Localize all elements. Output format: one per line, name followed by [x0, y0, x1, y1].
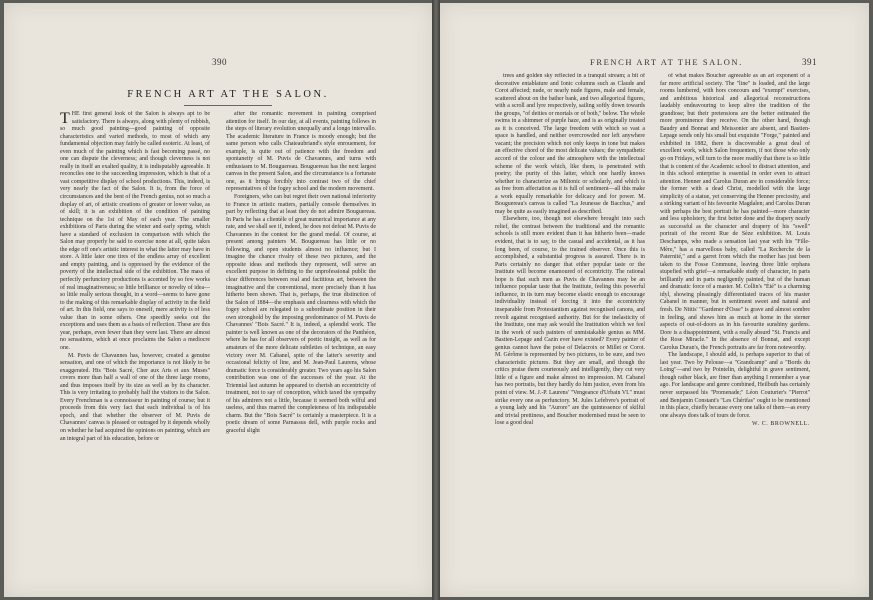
left-page — [4, 3, 432, 597]
article-title: FRENCH ART AT THE SALON. — [127, 89, 329, 100]
text-column-2 — [226, 111, 376, 583]
title-rule — [184, 105, 272, 106]
drop-cap: T — [60, 111, 70, 127]
right-page — [440, 3, 869, 597]
running-head: FRENCH ART AT THE SALON. — [590, 57, 743, 67]
text-column-1 — [60, 111, 210, 583]
text-column-4 — [660, 73, 810, 585]
text-column-3 — [495, 73, 645, 585]
paragraph — [60, 111, 210, 353]
paragraph: Foreigners, who can but regret their own national inferiority to France in artistic matters, partially console themselves in part by reflecting that at least they do not admire Bouguereau. In Paris he has a clientèle of great numerical importance at any rate, and we shall see if, indeed, he does not defeat M. Puvis de Chavannes in the contest for the grand medal. Of course, at present among painters M. Bouguereau has little or no following, and open students almost no influence; but I imagine the chance rivalry of these two pictures, and the opposite ideas and methods they represent, will serve an excellent purpose in defining to the unprofessional public the clear differences between real and factitious art, between the imaginative and the conventional, more precisely than it has hitherto been shown. That is, perhaps, the true distinction of the Salon of 1884—the emphasis and clearness with which the fogey school are relegated to a subordinate position in their own stronghold by the imposing predominance of M. Puvis de Chavannes' "Bois Sacré." It is, indeed, a splendid work. The painter is well known as one of the decorators of the Panthéon, where he has for all observers of poetic insight, as well as for amateurs of the more delicate subtleties of technique, an easy victory over M. Cabanel, spite of the latter's severity and occasional felicity of line, and M. Jean-Paul Laurens, whose dramatic force is considerably greater. Two years ago his Salon contribution was one of the successes of the year. At the Triennial last autumn he appeared to cherish an eccentricity of treatment, not to say of conception, which taxed the sympathy of his admirers not a little, because it seemed both wilful and useless, and thus marred the completeness of his indisputable charm. But the "Bois Sacré" is certainly a masterpiece. It is a poetic dream of some Parnassus dell, with purple rocks and graceful slight — [226, 194, 376, 434]
paragraph: The landscape, I should add, is perhaps superior to that of last year. Two by Pelouse—a "Grandcamp" and a "Bords du Loing"—and two by Pointelin, delightful in grave sentiment, though rather black, are finer than anything I remember a year ago. For landscape and genre combined, Heilbuth has certainly never surpassed his "Promenade;" Léon Couturier's "Pierrot" and Benjamin Constant's "Les Chérifas" ought to be mentioned in this place, chiefly because every one talks of them—as every one always does talk of tours de force. — [660, 352, 810, 419]
page-number-right: 391 — [802, 57, 817, 67]
paragraph: trees and golden sky reflected in a tranquil stream; a bit of decorative entablature and Ionic columns such as Claude and Corot affected; nude, or nearly nude figures, male and female, scattered about on the bather bank, and two allegorical figures, with a scroll and lyre respectively, sailing softly down towards the groups, "of deities or mortals or of both," below. The whole swims in a shimmer of purple haze, and is as originally treated as it is conceived. The large freedom with which so vast a space is handled, and neither overcrowded nor left anywhere vacant; the precision which not only keeps in tone but makes an effective chord of the most delicate values; the sympathetic accord of the colour and the atmosphere with the intellectual scheme of the work which, like them, is penetrated with poetry; the purity of this latter, which one hardly knows whether to characterize as Miltonic or scholarly, and which is as free from affectation as it is full of sentiment—all this make a work equally remarkable for delicacy and for power. M. Bouguereau's canvas is called "La Jeunesse de Bacchus," and may be quite as easily imagined as described. — [495, 73, 645, 215]
paragraph: M. Puvis de Chavannes has, however, created a genuine sensation, and one of which the importance is not likely to be exaggerated. His "Bois Sacré, Cher aux Arts et aux Muses" covers more than half a wall of one of the three large rooms, and thus imposes itself by its size as well as by its character. This is very irritating to probably half the visitors to the Salon. Every Frenchman is a connoisseur in painting of course; but it proceeds from this very fact that each individual is of his epoch, and that whether the observer of M. Puvis de Chavannes' canvas is pleased or outraged by it depends wholly on whether he had acquired the opinions on painting, which are an integral part of his education, before or — [60, 352, 210, 442]
book-gutter — [432, 0, 440, 600]
paragraph: of what makes Boucher agreeable as an art exponent of a far more artificial society. The "line" is loaded, and the large rooms lumbered, with hors concours and "exempt" exercises, and ambitious historical and allegorical reconstructions laudably endeavouring to keep alive the tradition of the grandiose; but their pretensions are the better estimated the more prominence they receive. On the other hand, though Baudry and Bonnat and Meissonier are absent, and Bastien-Lepage sends only his small but exquisite "Forge," painted and exhibited in 1882, there is discoverable a great deal of excellent work, which Salon frequenters, if not those who only go on Fridays, will turn to the more readily that there is so little that is content of the Academic school to distract attention, and in this school enterprise is essential in order even to attract attention. Henner and Carolus Duran are in considerable force; the former with a dead Christ, modelled with the large simplicity of a statue, yet conserving the Henner preciosity, and a striking variant of his favourite Magdalen; and Carolus Duran with perhaps the best portrait he has painted—more character and less upholstery, the first better done and the drapery nearly as successful as the character and drapery of his "swell" portrait of the recent Rue de Sèze exhibition. M. Louis Deschamps, who made a sensation last year with his "Fille-Mère," has a marvellous baby, called "La Recherche de la Paternité," and a garret from which the mother has just been taken to the Fosse Commune, leaving three little orphans stupefied with grief—a remarkable study of character, in parts brilliantly and in parts negligently painted, but of the human and dramatic force of a master. M. Collin's "Été" is a charming idyl, showing pleasingly differentiated traces of his master Cabanel in manner, but in sentiment sweet and natural and fresh. De Nittis' "Gardener d'Osse" is grave and almost sombre in feeling, and shows him as much at home in the sterner aspects of out-of-doors as in his favourite sunshiny gardens. Dore is a disappointment, with a really absurd "St. Francis and the Rose Miracle." In the absence of Bonnat, and except Carolus Duran's, the French portraits are far from noteworthy. — [660, 73, 810, 351]
paragraph-text: HE first general look of the Salon is always apt to be satisfactory. There is always, along with plenty of rubbish, so much good painting—good painting of opposite characteristics and varied methods, to most of which any fundamental objection may fairly be called esoteric. At least, of even much of the painting which is fast becoming passé, no one can dispute the cleverness; and though cleverness is not really in itself an exalted quality, it is indisputably agreeable. It reconciles one to the succeeding impression, which is that of a vast competitive display of school productions. This, indeed, is very nearly the fact of the Salon. It is, from the force of circumstances and the bent of the French genius, not so much a display of art, of artistic creations of greater or lower value, as of skill; it is an exhibition of the condition of painting technique on the 1st of May of each year. The smaller exhibitions of Paris during the winter and early spring, which have a standard of exclusion in comparison with which the Salon may properly be said to exercise none at all, quite takes the edge off one's artistic interest in what the latter may have in store. A little later one tires of the endless array of excellent and empty painting, and is oppressed by the evidence of the poverty of the intellectual side of the exhibition. The mass of perfectly perfunctory productions is accented by so few works of real imaginativeness; so little brilliance or novelty of idea—so little really serious thought, in a word—seems to have gone to the making of this remarkable display of activity in the field of art. In this field, one says to oneself, mere activity is of less value than in some others. One speedily seeks out the exceptions and uses them as a basis of reflection. These are this year, perhaps, even fewer than they were last. There are almost no sensations, which at once proclaims the Salon a mediocre one. — [60, 111, 210, 351]
paragraph: after the romantic movement in painting comprised attention for itself. In our day, at all events, painting follows in the steps of literary evolution unequally and a longo intervallo. The academic literature in France is moody enough; but the same person who calls Chateaubriand's style enrouement, for example, is quite out of patience with the freedom and spontaneity of M. Puvis de Chavannes, and turns with enthusiasm to M. Bouguereau. Bouguereau has the next largest canvas in the present Salon, and the circumstance is a fortunate one, as it brings forcibly into contrast two of the chief representatives of the fogey school and the modern movement. — [226, 111, 376, 193]
author-signature: W. C. BROWNELL. — [751, 421, 810, 428]
page-number-left: 390 — [212, 57, 227, 67]
paragraph: Elsewhere, too, though not elsewhere brought into such relief, the contrast between the traditional and the romantic schools is still more evident than it has hitherto been—made evident, that is to say, to the casual and accidental, as it has long been, of course, to the trained observer. Once this is accomplished, a substantial progress is assured. There is in Paris certainly no danger that either popular taste or the Institute will become enamoured of eccentricity. The rational hope is that such men as Puvis de Chavannes may be an influence popular taste that the Institute, feeling this powerful influence, in its turn may become elastic enough to encourage individuality instead of forcing it into the eccentricity inseparable from Protestantism against recognised canons, and revolt against recognised authority. But for the inelasticity of the Institute, one may ask would the Institution which we feel in the work of such painters of unmistakable genius as MM. Bastien-Lepage and Cazin ever have existed? Every painter of genius cannot have the poise of Delacroix or Millet or Corot. M. Gérôme is represented by two pictures, to be sure, and two characteristic pictures. But they are small, and though the critics praise them courteously and intelligently, they cut very little of a figure and make almost no impression. M. Cabanel has two portraits, but they hardly do him justice, even from his point of view. M. J.-P. Laurens' "Vengeance d'Urbain VI." must strike every one as perfunctory. M. Jules Lefebvre's portrait of a young lady and his "Aurore" are the quintessence of skilful and trivial prettiness, and Boucher modernised must be seen to lose a good deal — [495, 216, 645, 427]
